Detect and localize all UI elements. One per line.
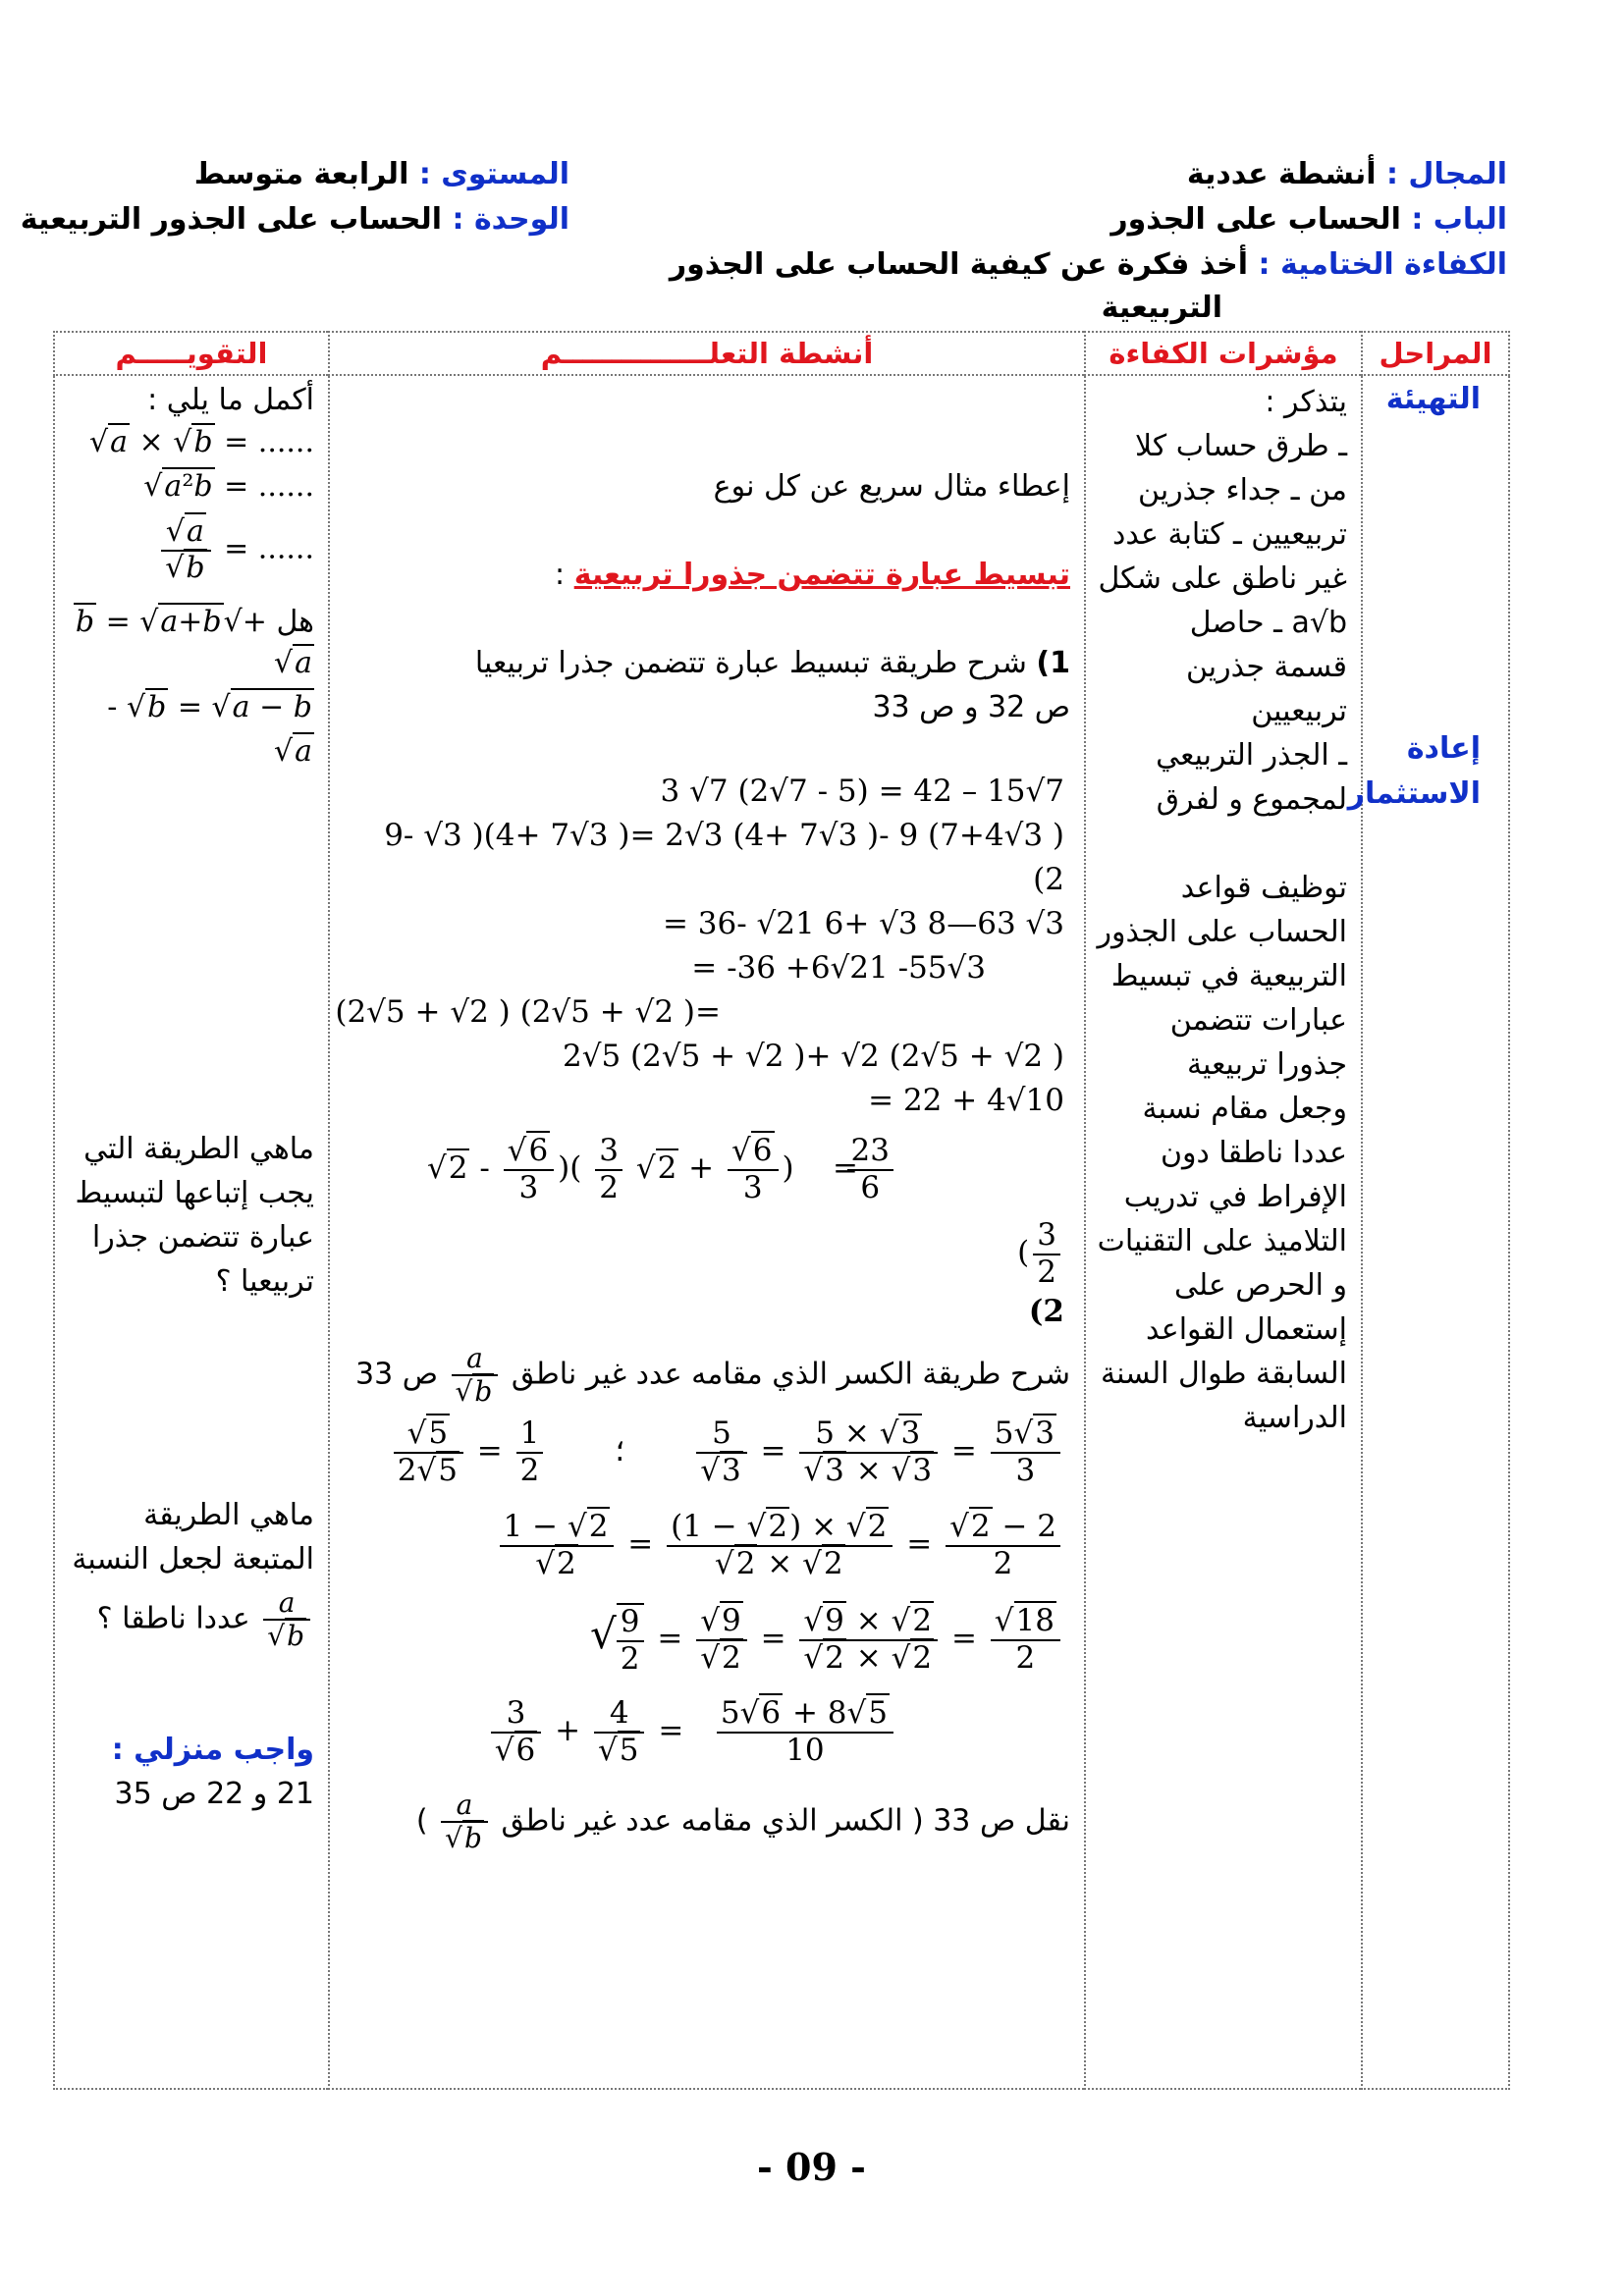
indicator-line: قسمة جذرين [1185,650,1347,684]
blank: ...... [257,531,314,566]
level-value: الرابعة متوسط [193,157,409,191]
activity-item-1-text: شرح طريقة تبسيط عبارة تتضمن جذرا تربيعيا [474,646,1027,680]
question-2-end: عددا ناطقا ؟ [96,1601,250,1636]
competence-label: الكفاءة الختامية : [1258,247,1507,282]
question-line: عبارة تتضمن جذرا [91,1220,314,1255]
lesson-table [53,331,1510,2090]
chapter-value: الحساب على الجذور [1110,202,1401,237]
indicator-line: من ـ جداء جذرين [1137,473,1347,507]
copy-note: نقل ص 33 ( الكسر الذي مقامه عدد غير ناطق $\frac{a}{√b}$ ) [415,1789,1070,1855]
level-label: المستوى : [418,157,569,191]
stage-reinvest-2: الاستثمار [1347,776,1481,811]
indicator-line: الدراسية [1242,1401,1347,1435]
indicator-line: جذورا تربيعية [1186,1047,1347,1082]
evaluation-complete: أكمل ما يلي : [147,383,314,417]
activities-title [555,553,1070,597]
question-word: هل [276,605,314,639]
indicator-line: الحساب على الجذور [1097,915,1347,949]
stage-warmup: التهيئة [1385,382,1481,416]
indicator-line: الإفراط في تدريب [1123,1180,1347,1214]
activity-item-1 [475,641,1070,685]
indicator-line: ـ الجذر التربيعي [1156,738,1347,773]
indicator-line: غير ناطق على شكل [1098,561,1347,596]
indicator-line: إستعمال القواعد [1146,1312,1347,1347]
eval-sqrt-a-1: √a [273,646,312,680]
equation-4: = -36 +6√21 -55√3 [691,950,986,986]
eval-question-1 [75,1127,314,1304]
activities-title-text: تبسيط عبارة تتضمن جذورا تربيعية [573,558,1070,592]
activities-title-colon: : [555,558,566,592]
question-line: ماهي الطريقة التي [83,1132,314,1166]
equation-2-number: (2 [1033,862,1064,897]
header-unit [21,202,569,238]
indicator-line: يتذكر : [1265,385,1347,419]
question-line: المتبعة لجعل النسبة [72,1542,314,1576]
eval-sqrt-a-2: √a [273,734,312,769]
eval-product: √a × √b = ...... [88,425,314,459]
header-evaluation: التقويـــــم [54,332,329,375]
eq9-denominator: 2 [1037,1254,1056,1290]
header-competence-cont: التربيعية [1101,291,1222,325]
stages-column [1347,375,1509,2089]
unit-label: الوحدة : [452,202,569,237]
indicators-list [1086,376,1361,2088]
homework-label: واجب منزلي : [111,1733,314,1767]
blank: ...... [257,425,314,459]
activity-item-1-pages: ص 32 و ص 33 [872,690,1070,724]
equation-8-result [843,1134,897,1205]
eval-diff: - √b = √a − b [107,690,312,724]
indicator-line: ـ طرق حساب كلا [1135,429,1347,463]
header-activities: أنشطة التعلـــــــــــــــم [329,332,1085,375]
domain-value: أنشطة عددية [1186,157,1377,191]
indicator-line [1090,822,1347,866]
indicator-line: التلاميذ على التقنيات [1097,1224,1347,1258]
activity-item-2-text: شرح طريقة الكسر الذي مقامه عدد غير ناطق [511,1357,1070,1392]
equation-12: √ $\frac{9}{2}$ = $\frac{√9}{√2}$ = $\frac{√9 \times √2}{√2 \times √2}$ = $\frac{√18}{2}$ [590,1603,1064,1677]
indicator-line: لمجموع و لفرق [1156,782,1347,817]
question-line-end: $\frac{a}{√b}$ عددا ناطقا ؟ [72,1587,314,1652]
indicator-line: توظيف قواعد [1180,871,1347,905]
indicator-line: تربيعيين [1251,694,1347,728]
equation-2: 9- √3 )(4+ 7√3 )= 2√3 (4+ 7√3 )- 9 (7+4√3 ) [384,818,1064,853]
header-stages: المراحل [1362,332,1509,375]
header-indicators: مؤشرات الكفاءة [1085,332,1362,375]
indicator-line: و الحرص على [1173,1268,1347,1303]
equation-6: 2√5 (2√5 + √2 )+ √2 (2√5 + √2 ) [562,1039,1064,1074]
copy-note-text: نقل ص 33 ( الكسر الذي مقامه عدد غير ناطق [501,1803,1070,1839]
question-line: ماهي الطريقة [143,1498,314,1532]
indicator-line: التربيعية في تبسيط [1110,959,1347,993]
eval-question-2 [72,1493,314,1652]
header-competence [670,247,1507,283]
copy-note-end: ) [415,1803,428,1839]
indicators-column [1085,375,1362,2089]
indicator-line: عبارات تتضمن [1169,1003,1347,1038]
stage-reinvest-1: إعادة [1406,731,1481,766]
equation-5: (2√5 + √2 ) (2√5 + √2 )= [335,994,721,1030]
domain-label: المجال : [1385,157,1507,191]
question-line: يجب إتباعها لتبسيط [75,1176,314,1210]
activities-content [330,376,1084,2088]
equation-3: = 36- √21 6+ √3 8—63 √3 [662,906,1064,941]
indicator-line: السابقة طوال السنة [1101,1357,1347,1391]
equation-9: ( $\frac{3}{2}$ [1017,1218,1064,1290]
activities-intro: إعطاء مثال سريع عن كل نوع [713,469,1070,504]
eq9-numerator: 3 [1033,1218,1060,1255]
equation-13: $\frac{3}{√6}$ + $\frac{4}{√5}$ = $\frac{5√6 + 8√5}{10}$ [487,1696,897,1768]
equation-10: $\frac{√5}{2√5}$ = $\frac{1}{2}$ ؛ $\frac{5}{√3}$ = $\frac{5 \times √3}{√3 \times √3}$ = $\frac{5√3}{3}$ [390,1416,1064,1488]
result-numerator: 23 [847,1134,893,1171]
evaluation-column [54,375,329,2089]
indicator-line: وجعل مقام نسبة [1142,1092,1347,1126]
activity-item-2: شرح طريقة الكسر الذي مقامه عدد غير ناطق $\frac{a}{√b}$ ص 33 [354,1342,1070,1409]
unit-value: الحساب على الجذور التربيعية [20,202,443,237]
question-line: تربيعيا ؟ [215,1264,314,1299]
equation-8: √2 - $\frac{√6}{3}$ )( $\frac{3}{2}$ √2 + $\frac{√6}{3}$ ) = [426,1133,858,1205]
homework-exercises: 21 و 22 ص 35 [114,1777,314,1811]
activity-item-2-page: ص 33 [354,1357,438,1392]
eval-sqrt-a2b: √a²b = ...... [143,469,314,504]
activities-column [329,375,1085,2089]
activity-item-2-number: (2 [1028,1294,1064,1329]
chapter-label: الباب : [1411,202,1507,237]
result-denominator: 6 [860,1169,881,1205]
equation-11: $\frac{1 - √2}{√2}$ = $\frac{(1 - √2) \times √2}{√2 \times √2}$ = $\frac{√2 - 2}{2}$ [496,1510,1064,1581]
indicator-line: a√b ـ حاصل [1189,606,1347,640]
page-number: - 09 - [757,2145,866,2189]
indicator-line: عددا ناطقا دون [1161,1136,1347,1170]
header-level [194,157,569,192]
evaluation-content [55,376,328,2088]
eval-sum-question: هل +√b = √a+b [75,605,314,639]
eval-quotient: $\frac{√a}{√b}$ = ...... [157,515,314,585]
competence-value: أخذ فكرة عن كيفية الحساب على الجذور [669,247,1249,282]
indicator-line: تربيعيين ـ كتابة عدد [1111,517,1347,552]
header-domain [1187,157,1507,192]
header-chapter [1110,202,1507,238]
equation-7: = 22 + 4√10 [868,1083,1064,1118]
equation-1: 3 √7 (2√7 - 5) = 42 – 15√7 [660,774,1064,809]
blank: ...... [257,469,314,504]
activity-item-1-number: 1) [1036,646,1070,680]
